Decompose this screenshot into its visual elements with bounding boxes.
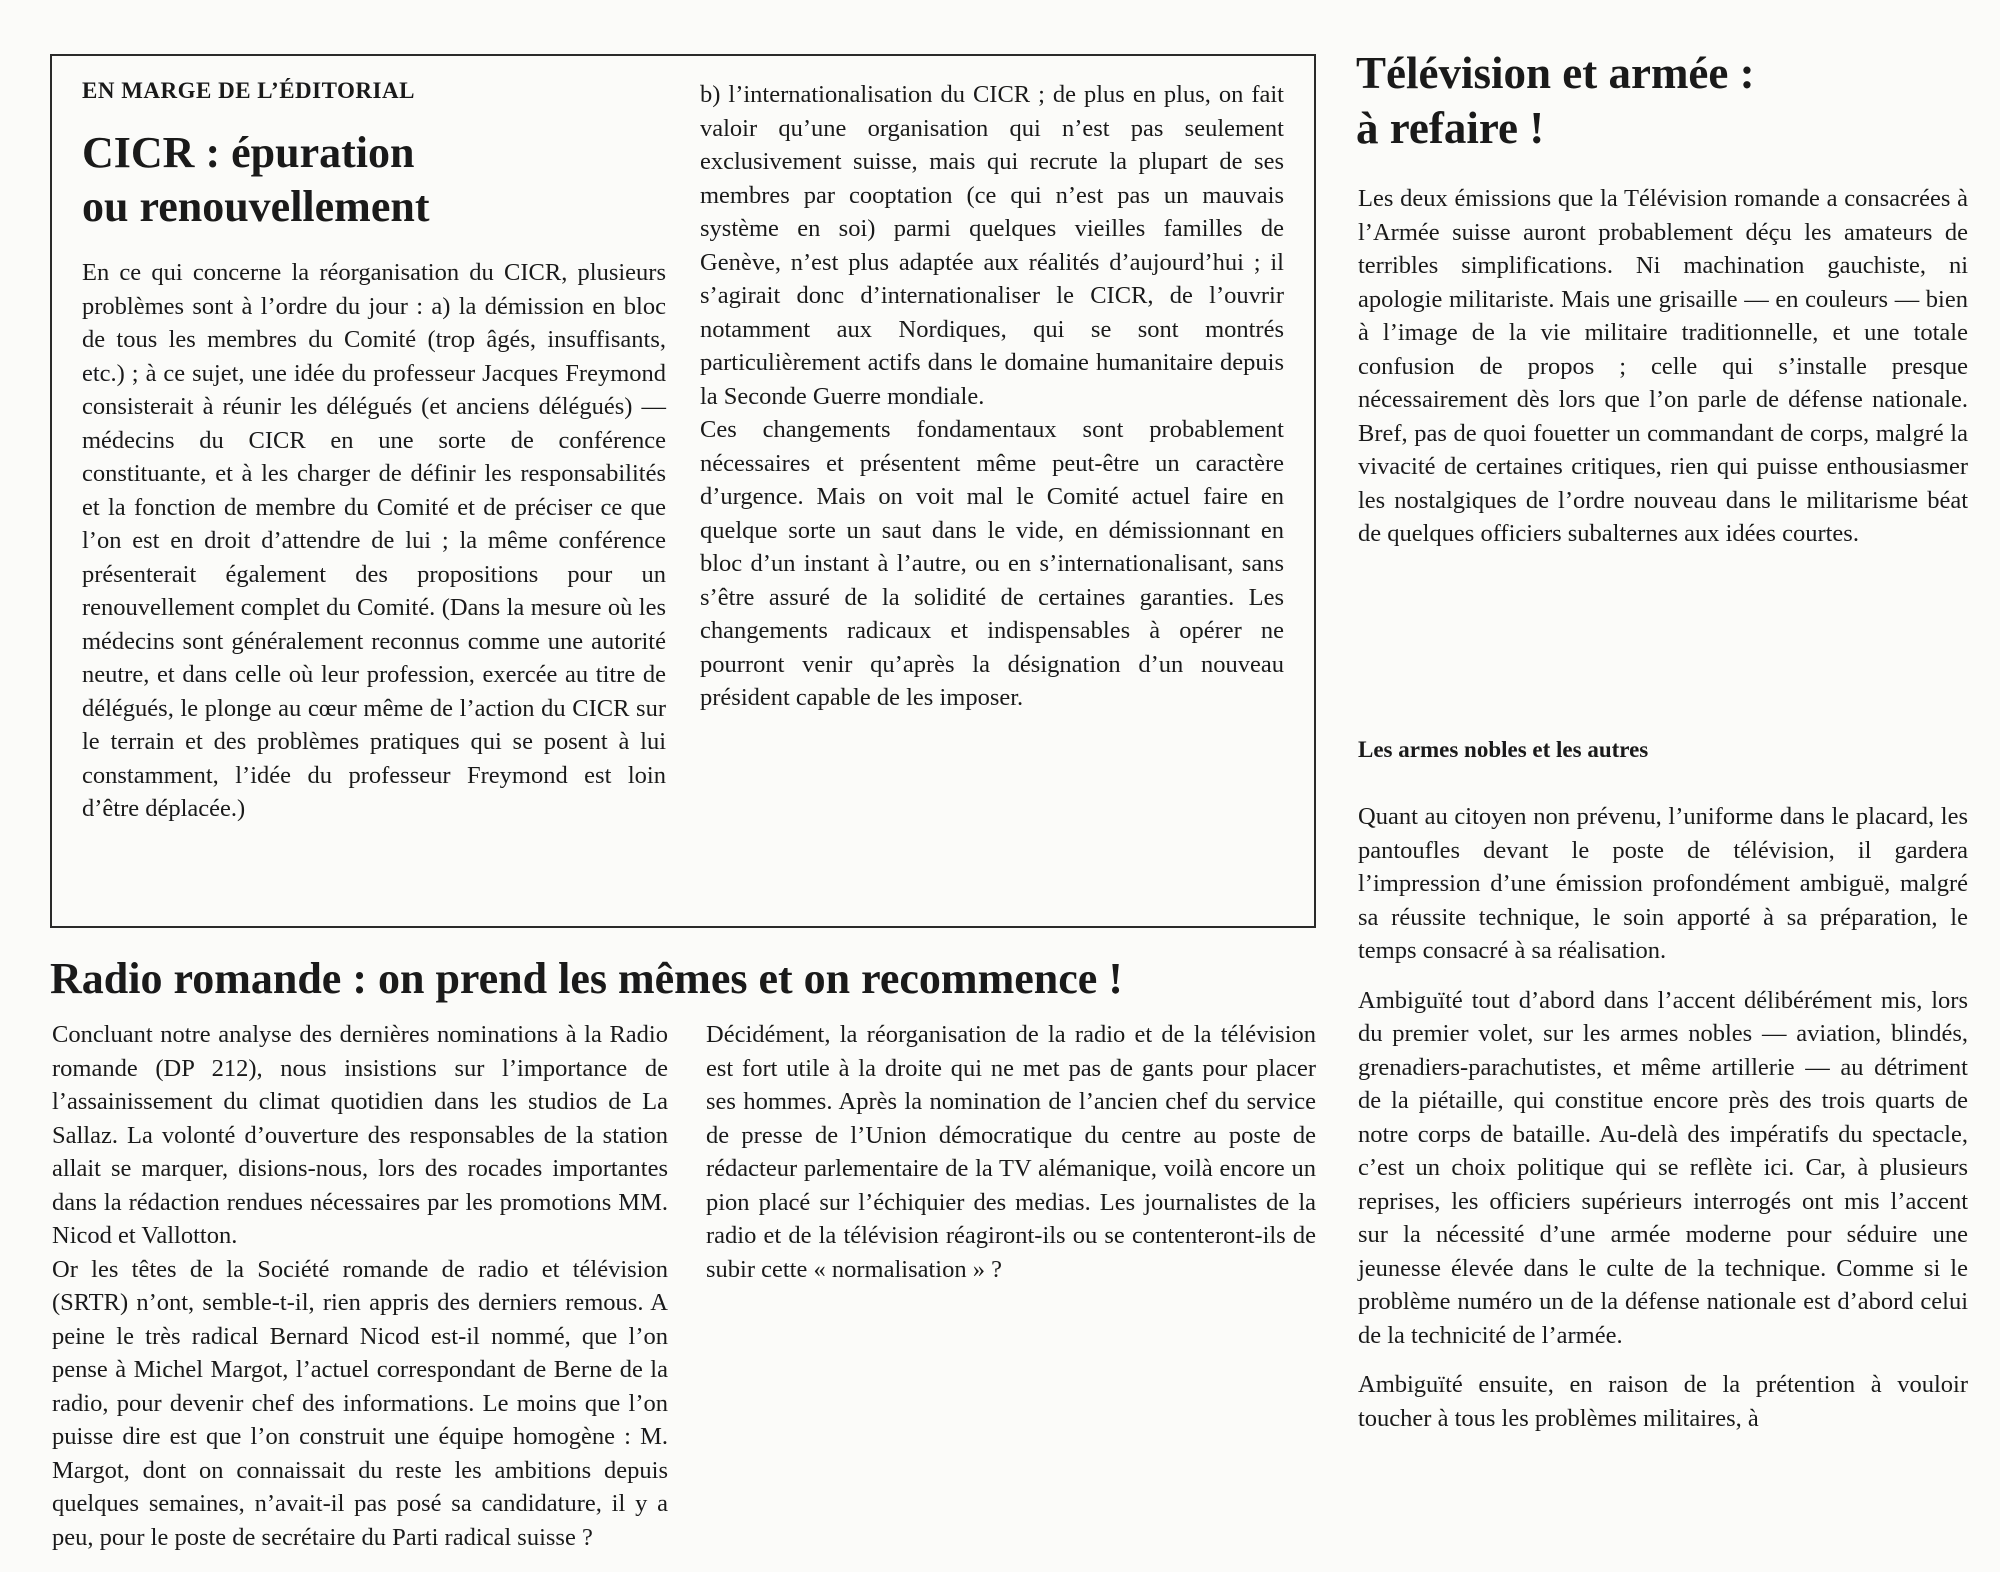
editorial-kicker: EN MARGE DE L’ÉDITORIAL bbox=[82, 78, 415, 103]
television-intro-paragraph: Les deux émissions que la Télévision romande a consacrées à l’Armée suisse auront probablement déçu les amateurs de terribles simplifications. Ni machination gauchiste, ni apologie militariste. Mais une grisaille — en couleurs — bien à l’image de la vie militaire traditionnelle, et une totale confusion de propos ; celle qui s’installe presque nécessairement dès lors que l’on parle de défense nationale. Bref, pas de quoi fouetter un commandant de corps, malgré la vivacité de certaines critiques, rien qui puisse enthousiasmer les nostalgiques de l’ordre nouveau dans le militarisme béat de quelques officiers subalternes aux idées courtes. bbox=[1358, 185, 1968, 547]
radio-paragraph-2: Or les têtes de la Société romande de radio et télévision (SRTR) n’ont, semble-t-il, rien appris des derniers remous. A peine le très radical Bernard Nicod est-il nommé, que l’on pense à Michel Margot, l’actuel correspondant de Berne de la radio, pour devenir chef des informations. Le moins que l’on puisse dire est que l’on construit une équipe homogène : M. Margot, dont on connaissait du reste les ambitions depuis quelques semaines, n’avait-il pas posé sa candidature, il y a peu, pour le poste de secrétaire du Parti radical suisse ? bbox=[52, 1255, 668, 1551]
radio-paragraph-3: Décidément, la réorganisation de la radio et de la télévision est fort utile à la droite qui ne met pas de gants pour placer ses hommes. Après la nomination de l’ancien chef du service de presse de l’Union démocratique du centre au poste de rédacteur parlementaire de la TV alémanique, voilà encore un pion placé sur l’échiquier des medias. Les journalistes de la radio et de la télévision réagiront-ils ou se contenteront-ils de subir cette « normalisation » ? bbox=[706, 1021, 1316, 1283]
editorial-text-col2: b) l’internationalisation du CICR ; de plus en plus, on fait valoir qu’une organisation qui n’est pas seulement exclusivement suisse, mais qui recrute la plupart de ses membres par cooptation (ce qui n’est pas un mauvais système en soi) parmi quelques vieilles familles de Genève, n’est plus adaptée aux réalités d’aujourd’hui ; il s’agirait donc d’internationaliser le CICR, de l’ouvrir notamment aux Nordiques, qui se sont montrés particulièrement actifs dans le domaine humanitaire depuis la Seconde Guerre mondiale. bbox=[700, 81, 1284, 410]
radio-article-title: Radio romande : on prend les mêmes et on recommence ! bbox=[50, 954, 1123, 1003]
television-title-line-1: Télévision et armée : bbox=[1356, 48, 1755, 98]
television-intro bbox=[1358, 182, 1968, 551]
television-article-title bbox=[1356, 46, 1956, 156]
editorial-title-line-2: ou renouvellement bbox=[82, 182, 430, 231]
television-paragraph-2: Ambiguïté tout d’abord dans l’accent délibérément mis, lors du premier volet, sur les armes nobles — aviation, blindés, grenadiers-parachutistes, et même artillerie — au détriment de la piétaille, qui constitue encore près des trois quarts de notre corps de bataille. Au-delà des impératifs du spectacle, c’est un choix politique qui se reflète ici. Car, à plusieurs reprises, les officiers supérieurs interrogés ont mis l’accent sur la nécessité d’une armée moderne pour séduire une jeunesse élevée dans le culte de la technique. Comme si le problème numéro un de la défense nationale est d’abord celui de la technicité de l’armée. bbox=[1358, 986, 1968, 1349]
radio-article-column-1 bbox=[52, 1018, 668, 1554]
television-subheading: Les armes nobles et les autres bbox=[1358, 737, 1649, 762]
editorial-column-1 bbox=[82, 78, 666, 826]
editorial-text-col1: En ce qui concerne la réorganisation du CICR, plusieurs problèmes sont à l’ordre du jour : a) la démission en bloc de tous les membres du Comité (trop âgés, insuffisants, etc.) ; à ce sujet, une idée du professeur Jacques Freymond consisterait à réunir les délégués (et anciens délégués) — médecins du CICR en une sorte de conférence constituante, et à les charger de définir les responsabilités et la fonction de membre du Comité et de préciser ce que l’on est en droit d’attendre de lui ; la même conférence présenterait également des propositions pour un renouvellement complet du Comité. (Dans la mesure où les médecins sont généralement reconnus comme une autorité neutre, et dans celle où leur profession, exercée au titre de délégués, le plonge au cœur même de l’action du CICR sur le terrain et des problèmes pratiques qui se posent à lui constamment, l’idée du professeur Freymond est loin d’être déplacée.) bbox=[82, 259, 666, 822]
television-title-line-2: à refaire ! bbox=[1356, 103, 1545, 153]
radio-paragraph-1: Concluant notre analyse des dernières nominations à la Radio romande (DP 212), nous insistions sur l’importance de l’assainissement du climat quotidien dans les studios de La Sallaz. La volonté d’ouverture des responsables de la station allait se marquer, disions-nous, lors des rocades importantes dans la rédaction rendues nécessaires par les promotions MM. Nicod et Vallotton. bbox=[52, 1021, 668, 1249]
radio-article-column-2 bbox=[706, 1018, 1316, 1286]
editorial-column-2 bbox=[700, 78, 1284, 715]
television-paragraph-1: Quant au citoyen non prévenu, l’uniforme dans le placard, les pantoufles devant le poste de télévision, il gardera l’impression d’une émission profondément ambiguë, malgré sa réussite technique, le soin apporté à sa préparation, le temps consacré à sa réalisation. bbox=[1358, 803, 1968, 964]
editorial-box bbox=[50, 54, 1316, 928]
television-paragraph-3: Ambiguïté ensuite, en raison de la prétention à vouloir toucher à tous les problèmes militaires, à bbox=[1358, 1371, 1968, 1432]
editorial-title-line-1: CICR : épuration bbox=[82, 128, 415, 177]
editorial-text-col2-paragraph-2: Ces changements fondamentaux sont probablement nécessaires et présentent même peut-être un caractère d’urgence. Mais on voit mal le Comité actuel faire en quelque sorte un saut dans le vide, en démissionnant en bloc d’un instant à l’autre, ou en s’internationalisant, sans s’être assuré de la solidité de certaines garanties. Les changements radicaux et indispensables à opérer ne pourront venir qu’après la désignation d’un nouveau président capable de les imposer. bbox=[700, 416, 1284, 711]
television-body bbox=[1358, 800, 1968, 1435]
editorial-title bbox=[82, 126, 666, 234]
